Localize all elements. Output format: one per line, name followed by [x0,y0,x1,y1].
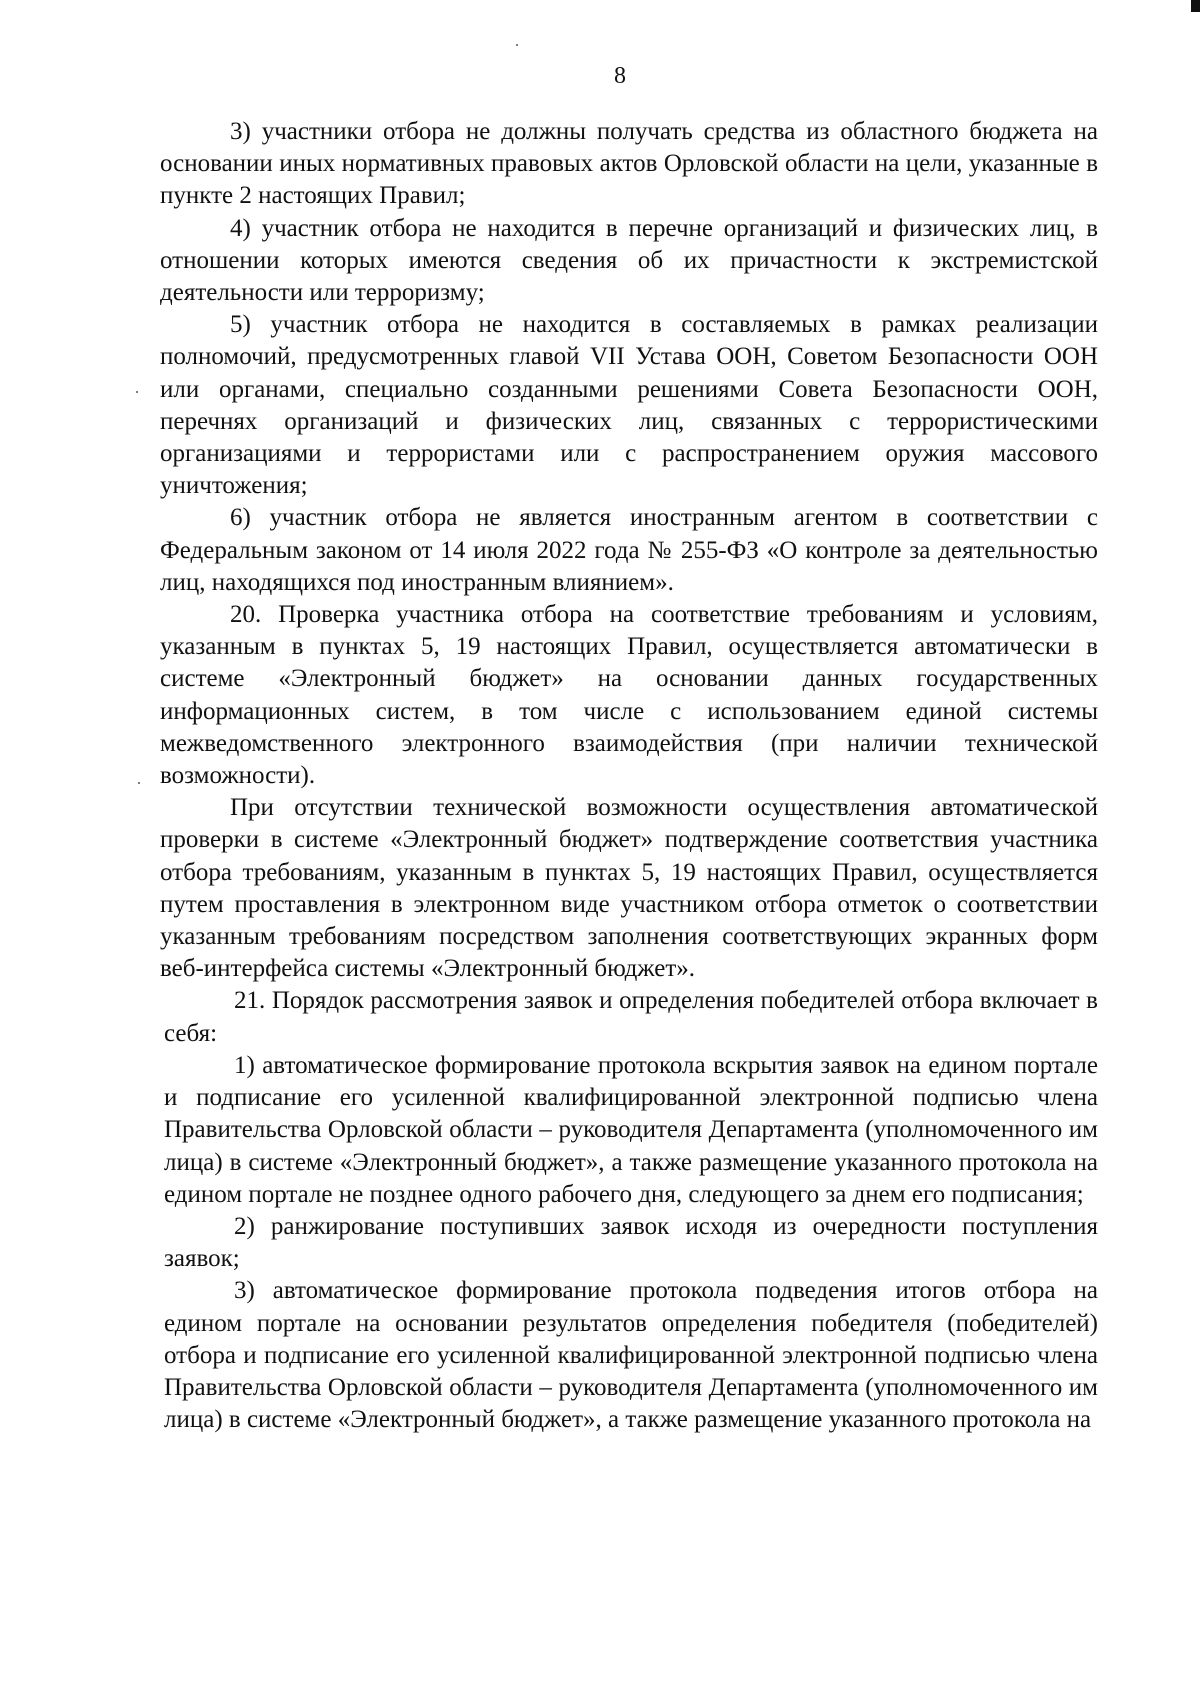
document-body [160,116,1098,1436]
scan-speck [138,782,140,784]
paragraph-item-6-foreign-agent: 6) участник отбора не является иностранным агентом в соответствии с Федеральным законом от 14 июля 2022 года № 255-ФЗ «О контроле за деятельностью лиц, находящихся под иностранным влиянием». [160,504,1098,596]
paragraph-section-20: 20. Проверка участника отбора на соответствие требованиям и условиям, указанным в пунктах 5, 19 настоящих Правил, осуществляется автоматически в системе «Электронный бюджет» на основании данных государственных информационных систем, в том числе с использованием единой системы межведомственного электронного взаимодействия (при наличии технической возможности). [160,601,1098,790]
scan-edge-mark [1191,0,1200,12]
page-number: 8 [614,63,626,89]
paragraph-section-21-item-1: 1) автоматическое формирование протокола вскрытия заявок на едином портале и подписание его усиленной квалифицированной электронной подписью члена Правительства Орловской области – руководителя Департамента (уполномоченного им лица) в системе «Электронный бюджет», а также размещение указанного протокола на едином портале не позднее одного рабочего дня, следующего за днем его подписания; [164,1051,1098,1208]
scan-speck [516,44,518,46]
paragraph-section-20-manual-check: При отсутствии технической возможности осуществления автоматической проверки в системе «Электронный бюджет» подтверждение соответствия участника отбора требованиям, указанным в пунктах 5, 19 настоящих Правил, осуществляется путем проставления в электронном виде участником отбора отметок о соответствии указанным требованиям посредством заполнения соответствующих экранных форм веб-интерфейса системы «Электронный бюджет». [160,794,1098,983]
scan-speck [136,391,138,393]
paragraph-section-21-item-3: 3) автоматическое формирование протокола подведения итогов отбора на едином портале на основании результатов определения победителя (победителей) отбора и подписание его усиленной квалифицированной электронной подписью члена Правительства Орловской области – руководителя Департамента (уполномоченного им лица) в системе «Электронный бюджет», а также размещение указанного протокола на [164,1277,1098,1434]
paragraph-section-21: 21. Порядок рассмотрения заявок и определения победителей отбора включает в себя: [164,987,1098,1047]
paragraph-item-3-budget: 3) участники отбора не должны получать средства из областного бюджета на основании иных нормативных правовых актов Орловской области на цели, указанные в пункте 2 настоящих Правил; [160,118,1098,210]
paragraph-section-21-item-2: 2) ранжирование поступивших заявок исходя из очередности поступления заявок; [164,1212,1098,1273]
paragraph-item-5-un-lists: 5) участник отбора не находится в составляемых в рамках реализации полномочий, предусмотренных главой VII Устава ООН, Советом Безопасности ООН или органами, специально созданными решениями Совета Безопасности ООН, перечнях организаций и физических лиц, связанных с террористическими организациями и террористами или с распространением оружия массового уничтожения; [160,311,1098,500]
paragraph-item-4-extremism: 4) участник отбора не находится в перечне организаций и физических лиц, в отношении которых имеются сведения об их причастности к экстремистской деятельности или терроризму; [160,214,1098,307]
